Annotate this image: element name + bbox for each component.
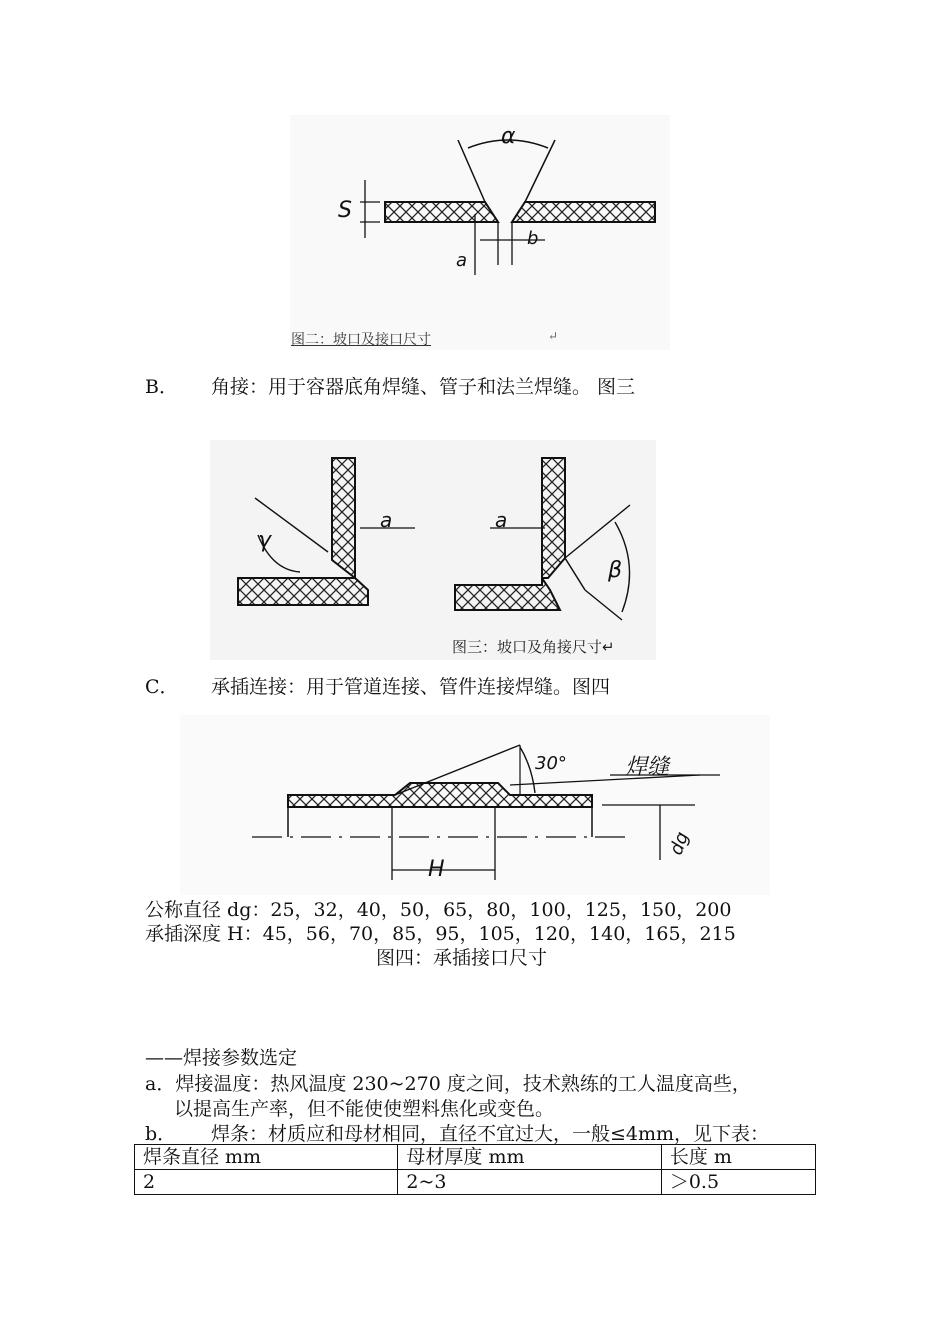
figure-2-thickness-label: S [338,198,352,223]
figure-4-weld-label: 焊缝 [625,755,670,780]
param-b-text: 焊条：材质应和母材相同，直径不宜过大，一般≤4mm，见下表： [211,1123,770,1145]
table-header-cell: 长度 m [661,1145,815,1170]
params-heading: ——焊接参数选定 [145,1047,298,1069]
nominal-diameter-line: 公称直径 dg：25，32，40，50，65，80，100，125，150，200 [145,899,732,921]
param-b-marker: b． [145,1123,177,1145]
figure-3-drawing [210,440,656,660]
table-header-cell: 焊条直径 mm [135,1145,398,1170]
figure-3-caption: 图三：坡口及角接尺寸↵ [452,638,615,656]
param-a-line-2: 以提高生产率，但不能使使塑料焦化或变色。 [174,1098,555,1120]
figure-2-drawing [280,110,680,355]
figure-3-left-angle-label: γ [258,528,272,553]
figure-2-root-label: a [456,250,468,271]
table-row [135,1170,816,1195]
figure-2-angle-label: α [501,124,516,149]
table-cell: 2 [135,1170,398,1195]
table-cell: ＞0.5 [661,1170,815,1195]
param-a-line-1: a．焊接温度：热风温度 230~270 度之间，技术熟练的工人温度高些， [145,1073,751,1095]
figure-4-drawing [180,715,770,895]
socket-depth-line: 承插深度 H：45，56，70，85，95，105，120，140，165，215 [145,923,736,945]
figure-3-right-angle-label: β [608,558,623,583]
figure-3-left-a-label: a [380,508,393,532]
figure-4-angle-label: 30° [535,753,567,774]
table-header-row [135,1145,816,1170]
figure-4-caption: 图四：承插接口尺寸 [376,947,548,969]
section-c-marker: C． [145,676,179,698]
figure-3-right-a-label: a [495,508,508,532]
figure-4 [180,715,770,895]
figure-4-diameter-label: dg [665,829,694,858]
table-header-cell: 母材厚度 mm [398,1145,661,1170]
figure-2-gap-label: b [527,228,539,249]
figure-2-caption: 图二：坡口及接口尺寸 [291,332,431,348]
table-cell: 2~3 [398,1170,661,1195]
welding-rod-table [134,1144,816,1195]
section-c-text: 承插连接：用于管道连接、管件连接焊缝。图四 [211,676,611,698]
figure-4-depth-label: H [428,857,445,882]
return-mark: ↵ [548,329,559,343]
figure-3 [210,440,656,660]
figure-2 [280,110,680,355]
section-b-marker: B． [145,376,178,398]
section-b-text: 角接：用于容器底角焊缝、管子和法兰焊缝。 图三 [211,376,636,398]
